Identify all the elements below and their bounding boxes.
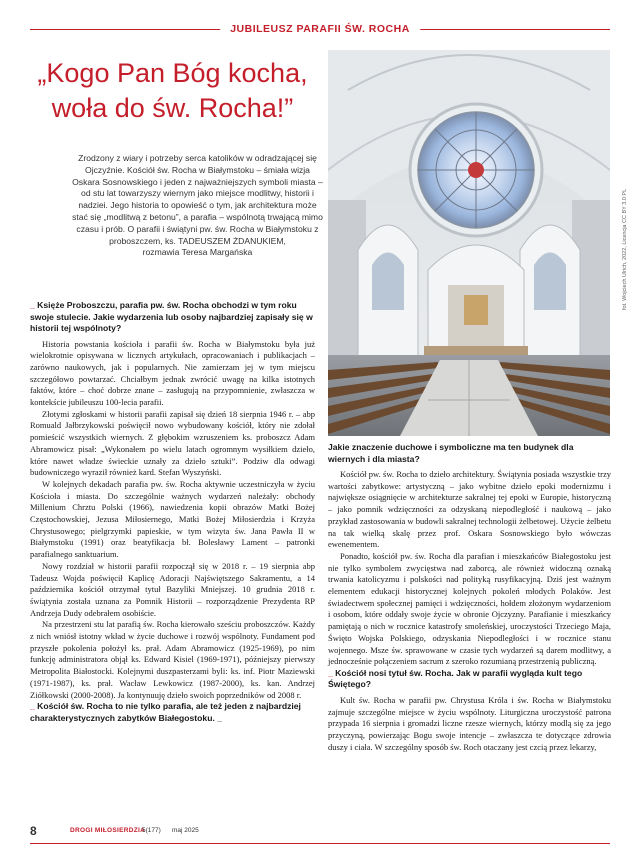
title-line-2: woła do św. Rocha!”: [51, 93, 294, 123]
question-text: Jakie znaczenie duchowe i symboliczne ma ten budynek dla wiernych i dla miasta?: [328, 442, 574, 464]
question-dash: _: [30, 300, 35, 310]
answer-paragraph: Kościół pw. św. Rocha to dzieło architektury. Świątynia posiada wszystkie trzy wartości zabytkowe: artystyczną – jako wybitne dzieło epoki modernizmu i największe osiągnięcie w architekturze sakralnej tej epoki w Europie, historyczną – jako pomnik wdzięczności za odzyskaną niepodległość i naukową – jako przykład zastosowania w budowli sakralnej technologii żelbetowej. Użycie żelbetu na tak wielką skalę przez prof. Oskara Sosnowskiego było wówczas ewenementem.: [328, 469, 611, 550]
interview-question: [328, 442, 611, 465]
answer-paragraph: Ponadto, kościół pw. św. Rocha dla parafian i mieszkańców Białegostoku jest nie tylko symbolem zwycięstwa nad zaborcą, ale również widoczną oznaką trwania katolicyzmu i polskości nad polityką rusyfikacyjną. Dziś jest ważnym elementem edukacji historycznej kolejnych pokoleń młodych Polaków. Jest świadectwem społecznej pamięci i wdzięczności, hołdem złożonym wydarzeniom i osobom, które oddały swoje życie w obronie Ojczyzny. Parafianie i mieszkańcy pamiętają o nich w rocznice katastrofy smoleńskiej, uroczystości Trzeciego Maja, Święto Wojska Polskiego, odzyskania Niepodległości i w rocznice stanu wojennego. Msze św. sprawowane w czasie tych wydarzeń są darem modlitwy, a jednocześnie połączeniem sacrum z szeroko rozumianą przestrzenią publiczną.: [328, 550, 611, 667]
answer-paragraph: W kolejnych dekadach parafia pw. św. Rocha aktywnie uczestniczyła w życiu Kościoła i miasta. Do szczególnie ważnych wydarzeń należały: obchody Millenium Chrztu Polski (1966), nawiedzenia kopii obrazów Matki Bożej Częstochowskiej, Jezusa Miłosiernego, Matki Bożej Miłosierdzia i Krzyża Chrystusowego; pielgrzymki papieskie, w tym wizyta św. Jana Pawła II w Białymstoku (1991) oraz beatyfikacja bł. Bolesławy Lament – patronki parafialnego sanktuarium.: [30, 478, 315, 560]
question-dash: _: [30, 701, 35, 712]
church-interior-illustration: [328, 50, 610, 436]
interview-question: [30, 300, 315, 335]
magazine-name: DROGI MIŁOSIERDZIA: [70, 827, 146, 834]
section-label: JUBILEUSZ PARAFII ŚW. ROCHA: [220, 22, 420, 36]
lead-text: Zrodzony z wiary i potrzeby serca katolików w odradzającej się Ojczyźnie. Kościół św. Rocha w Białymstoku – śmiała wizja Oskara Sosnowskiego i jeden z najważniejszych symboli miasta – od stu lat towarzyszy wiernym jako miejsce modlitwy, historii i nadziei. Jego historia to opowieść o tym, jak architektura może stać się „modlitwą z betonu”, a parafia – wspólnotą trwającą mimo czasu i prób. O parafii i świątyni pw. św. Rocha w Białymstoku z proboszczem, ks. TADEUSZEM ŻDANUKIEM,: [72, 153, 323, 246]
church-interior-photo: [328, 50, 610, 436]
issue-number: 5(177): [142, 827, 161, 834]
photo-credit: fot. Wojciech Ulrich, 2022, Licencja CC BY 3.0 PL: [622, 188, 628, 310]
section-header: [30, 22, 610, 36]
article-lead: [70, 153, 325, 259]
issue-date: maj 2025: [172, 827, 199, 834]
question-text: Księże Proboszczu, parafia pw. św. Rocha obchodzi w tym roku swoje stulecie. Jakie wydarzenia lub osoby najbardziej zapisały się w historii tej wspólnoty?: [30, 300, 313, 333]
footer-rule: [30, 843, 610, 844]
answer-paragraph: Na przestrzeni stu lat parafią św. Rocha kierowało sześciu proboszczów. Każdy z nich wniósł istotny wkład w życie duchowe i rozwój wspólnoty. Fundament pod przyszłe pokolenia położył ks. prał. Adam Abramowicz (1925-1969), po nim funkcję administratora objął ks. Edward Kisiel (1969-1971), późniejszy pierwszy Metropolita Białostocki. Kolejnymi duszpasterzami byli: ks. inf. Piotr Maziewski (1971-1987), ks. prał. Wacław Lewkowicz (1987-2000), ks. kan. Andrzej Ziółkowski (2000-2008). Ja kontynuuję dzieło swoich poprzedników od 2008 r.: [30, 619, 315, 700]
interview-question: [30, 701, 315, 724]
answer-paragraph: Historia powstania kościoła i parafii św. Rocha w Białymstoku była już wielokrotnie opisywana w licznych artykułach, opracowaniach i publikacjach – zarówno naukowych, jak i popularnych. Nie zamierzam jej w tym miejscu szczegółowo powtarzać. Chciałbym jednak zwrócić uwagę na kilka istotnych faktów, które – choć dobrze znane – zasługują na przypomnienie, zwłaszcza w kontekście jubileuszu 100-lecia parafii.: [30, 338, 315, 408]
question-text: Kościół nosi tytuł św. Rocha. Jak w parafii wygląda kult tego Świętego?: [328, 667, 583, 690]
interview-question: [328, 668, 611, 691]
title-line-1: „Kogo Pan Bóg kocha,: [37, 58, 308, 88]
left-column: [30, 300, 315, 728]
question-dash: _: [328, 667, 333, 678]
lead-author: rozmawia Teresa Margańska: [142, 247, 253, 258]
right-column: [328, 442, 611, 753]
question-text: Kościół św. Rocha to nie tylko parafia, ale też jeden z najbardziej charakterystycznych zabytków Białegostoku. _: [30, 701, 301, 723]
page-number: 8: [30, 824, 37, 838]
answer-paragraph: Kult św. Rocha w parafii pw. Chrystusa Króla i św. Rocha w Białymstoku zajmuje szczególne miejsce w życiu wspólnoty. Liturgiczna uroczystość patrona przypada 16 sierpnia i gromadzi liczne rzesze wiernych, którzy modlą się za jego przyczyną, powierzając Bogu swoje intencje – zwłaszcza te dotyczące zdrowia duszy i ciała. W szczególny sposób św. Roch otaczany jest czcią przez lekarzy,: [328, 694, 611, 752]
answer-paragraph: Nowy rozdział w historii parafii rozpoczął się w 2018 r. – 19 sierpnia abp Tadeusz Wojda poświęcił Kaplicę Adoracji Najświętszego Sakramentu, a 14 października kościół otrzymał tytuł Bazyliki Mniejszej. 10 grudnia 2018 r. świątynia została uznana za Pomnik Historii – rozporządzenie Prezydenta RP Andrzeja Dudy odebrałem osobiście.: [30, 560, 315, 618]
article-title: [30, 56, 315, 126]
answer-paragraph: Złotymi zgłoskami w historii parafii zapisał się dzień 18 sierpnia 1946 r. – abp Romuald Jałbrzykowski poświęcił nowo wybudowany kościół, który nie zdołał pomieścić wszystkich wiernych. Z głębokim wzruszeniem ks. proboszcz Adam Abramowicz pisał: „Wykonałem po wielu latach ogromnym wysiłkiem dzieło, które nawet władze świeckie uznały za dzieło sztuki”. Podziw dla odwagi budowniczego wyraził również kard. Stefan Wyszyński.: [30, 408, 315, 478]
